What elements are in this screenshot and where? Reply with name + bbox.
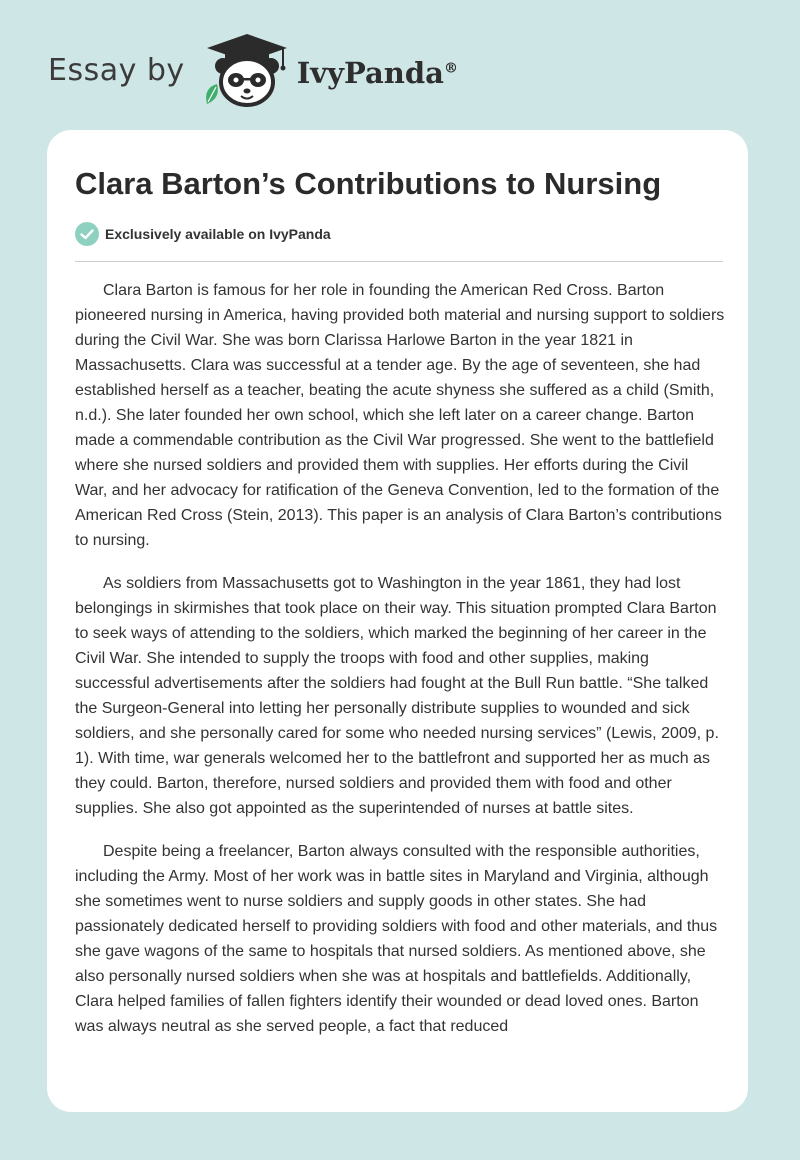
- essay-body: [75, 278, 725, 1057]
- essay-by-label: Essay by: [48, 52, 185, 88]
- paragraph: As soldiers from Massachusetts got to Washington in the year 1861, they had lost belongings in skirmishes that took place on their way. This situation prompted Clara Barton to seek ways of attending to the soldiers, which marked the beginning of her career in the Civil War. She intended to supply the troops with food and other supplies, making successful advertisements after the soldiers had fought at the Bull Run battle. “She talked the Surgeon-General into letting her personally distribute supplies to wounded and sick soldiers, and she personally cared for some who needed nursing services” (Lewis, 2009, p. 1). With time, war generals welcomed her to the battlefront and supported her as much as they could. Barton, therefore, nursed soldiers and provided them with food and other supplies. She also got appointed as the superintended of nurses at battle sites.: [75, 575, 719, 817]
- paragraph: Despite being a freelancer, Barton always consulted with the responsible authorities, including the Army. Most of her work was in battle sites in Maryland and Virginia, although she sometimes went to nurse soldiers and supply goods in other states. She had passionately dedicated herself to providing soldiers with food and other materials, and thus she gave wagons of the same to hospitals that nursed soldiers. As mentioned above, she also personally nursed soldiers when she was at hospitals and battlefields. Additionally, Clara helped families of fallen fighters identify their wounded or dead loved ones. Barton was always neutral as she served people, a fact that reduced: [75, 843, 718, 1035]
- site-header: [48, 30, 458, 110]
- check-circle-icon: [75, 222, 99, 246]
- paragraph: Clara Barton is famous for her role in founding the American Red Cross. Barton pioneered nursing in America, having provided both material and nursing support to soldiers during the Civil War. She was born Clarissa Harlowe Barton in the year 1821 in Massachusetts. Clara was successful at a tender age. By the age of seventeen, she had established herself as a teacher, beating the acute shyness she suffered as a child (Smith, n.d.). She later founded her own school, which she left later on a career change. Barton made a commendable contribution as the Civil War progressed. She went to the battlefield where she nursed soldiers and provided them with supplies. Her efforts during the Civil War, and her advocacy for ratification of the Geneva Convention, led to the formation of the American Red Cross (Stein, 2013). This paper is an analysis of Clara Barton’s contributions to nursing.: [75, 282, 725, 549]
- brand-text[interactable]: IvyPanda: [296, 56, 444, 90]
- exclusive-badge: [75, 222, 331, 246]
- divider: [75, 261, 723, 262]
- registered-mark: ®: [443, 60, 458, 77]
- page-title: Clara Barton’s Contributions to Nursing: [75, 166, 662, 201]
- exclusive-badge-label: Exclusively available on IvyPanda: [105, 226, 331, 242]
- panda-logo-icon[interactable]: [201, 30, 293, 110]
- essay-card: [47, 130, 748, 1112]
- brand-name[interactable]: [297, 56, 458, 90]
